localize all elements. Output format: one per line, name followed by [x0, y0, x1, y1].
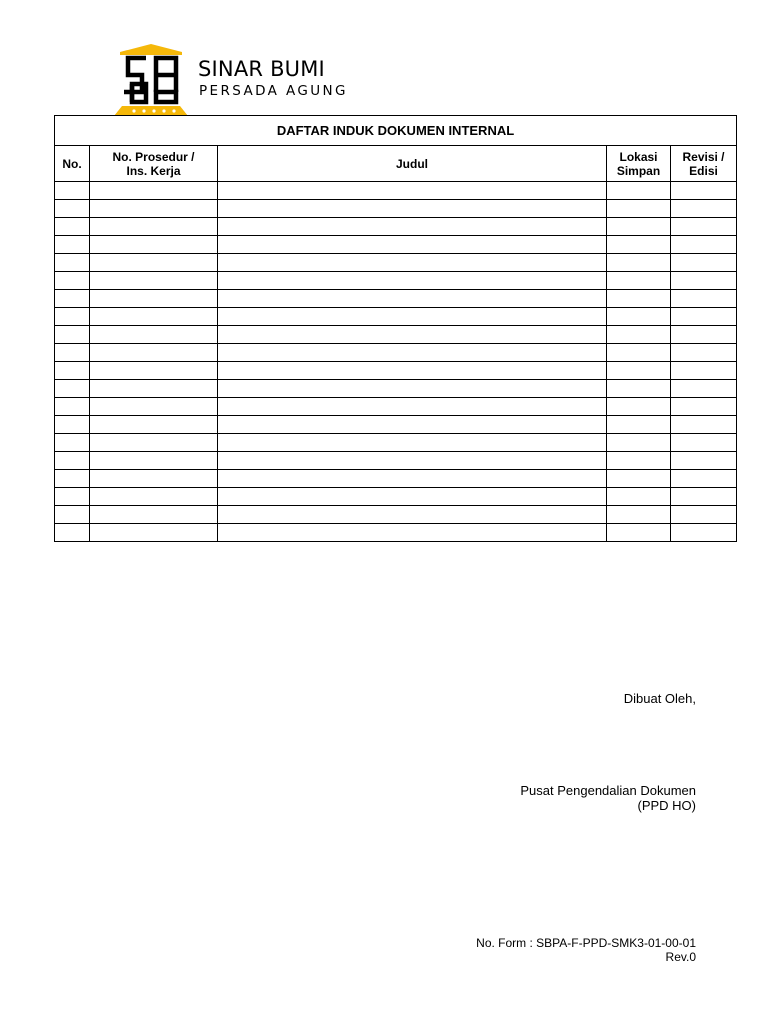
table-cell [671, 398, 737, 416]
table-cell [671, 434, 737, 452]
prepared-by-label: Dibuat Oleh, [623, 691, 696, 706]
table-cell [607, 272, 671, 290]
table-cell [55, 200, 90, 218]
table-cell [607, 398, 671, 416]
table-row [55, 272, 737, 290]
table-cell [671, 290, 737, 308]
table-row [55, 326, 737, 344]
table-cell [671, 326, 737, 344]
table-cell [218, 290, 607, 308]
table-row [55, 362, 737, 380]
signature-block [520, 783, 696, 813]
table-cell [671, 200, 737, 218]
table-row [55, 398, 737, 416]
table-cell [607, 218, 671, 236]
table-cell [218, 326, 607, 344]
table-cell [218, 452, 607, 470]
table-cell [218, 380, 607, 398]
table-cell [218, 200, 607, 218]
table-cell [90, 344, 218, 362]
table-cell [90, 524, 218, 542]
table-cell [607, 434, 671, 452]
form-number: No. Form : SBPA-F-PPD-SMK3-01-00-01 [476, 936, 696, 950]
table-row [55, 290, 737, 308]
table-row [55, 236, 737, 254]
table-cell [90, 380, 218, 398]
table-title-row [55, 116, 737, 146]
table-cell [55, 326, 90, 344]
table-cell [671, 272, 737, 290]
table-cell [218, 236, 607, 254]
table-cell [55, 182, 90, 200]
table-cell [607, 308, 671, 326]
table-cell [90, 326, 218, 344]
table-cell [607, 506, 671, 524]
table-cell [607, 200, 671, 218]
table-row [55, 254, 737, 272]
signer-department: Pusat Pengendalian Dokumen [520, 783, 696, 798]
signer-department-code: (PPD HO) [637, 798, 696, 813]
table-row [55, 380, 737, 398]
form-footer [476, 936, 696, 964]
table-cell [218, 524, 607, 542]
table-row [55, 218, 737, 236]
table-cell [218, 254, 607, 272]
table-cell [671, 506, 737, 524]
table-cell [218, 434, 607, 452]
table-cell [671, 182, 737, 200]
table-cell [671, 236, 737, 254]
table-cell [218, 218, 607, 236]
table-cell [90, 308, 218, 326]
table-cell [55, 416, 90, 434]
table-cell [218, 488, 607, 506]
table-cell [607, 362, 671, 380]
table-cell [55, 524, 90, 542]
table-cell [90, 218, 218, 236]
header-lokasi-line1: Lokasi [619, 149, 658, 164]
table-cell [55, 290, 90, 308]
table-cell [671, 470, 737, 488]
table-row [55, 470, 737, 488]
table-cell [55, 452, 90, 470]
table-cell [671, 524, 737, 542]
company-subname: PERSADA AGUNG [199, 83, 348, 99]
table-row [55, 416, 737, 434]
document-register-table [54, 115, 737, 542]
table-cell [218, 182, 607, 200]
table-cell [90, 470, 218, 488]
table-cell [607, 524, 671, 542]
table-cell [607, 344, 671, 362]
table-cell [218, 416, 607, 434]
table-cell [671, 488, 737, 506]
table-cell [671, 254, 737, 272]
table-cell [55, 236, 90, 254]
table-cell [218, 362, 607, 380]
table-header-row [55, 146, 737, 182]
company-logo [112, 42, 382, 116]
table-row [55, 434, 737, 452]
table-cell [55, 308, 90, 326]
table-cell [90, 398, 218, 416]
table-cell [90, 434, 218, 452]
header-prosedur-line2: Ins. Kerja [126, 163, 181, 178]
table-cell [90, 200, 218, 218]
table-row [55, 344, 737, 362]
table-cell [55, 434, 90, 452]
table-row [55, 182, 737, 200]
table-cell [55, 398, 90, 416]
table-cell [218, 470, 607, 488]
header-revisi-line2: Edisi [689, 163, 718, 178]
table-cell [90, 452, 218, 470]
table-cell [671, 308, 737, 326]
table-cell [55, 344, 90, 362]
table-cell [218, 308, 607, 326]
table-title: DAFTAR INDUK DOKUMEN INTERNAL [55, 116, 737, 146]
table-cell [218, 344, 607, 362]
table-row [55, 488, 737, 506]
table-cell [607, 182, 671, 200]
table-cell [607, 380, 671, 398]
table-cell [55, 380, 90, 398]
table-cell [218, 272, 607, 290]
table-cell [90, 272, 218, 290]
form-revision: Rev.0 [665, 950, 696, 964]
header-judul: Judul [218, 146, 607, 182]
header-revisi [671, 146, 737, 182]
table-cell [55, 254, 90, 272]
header-prosedur-line1: No. Prosedur / [112, 149, 195, 164]
table-cell [607, 488, 671, 506]
header-lokasi-line2: Simpan [616, 163, 661, 178]
table-cell [671, 416, 737, 434]
table-cell [218, 506, 607, 524]
table-cell [671, 218, 737, 236]
table-cell [671, 452, 737, 470]
table-cell [607, 452, 671, 470]
table-cell [90, 416, 218, 434]
table-cell [607, 416, 671, 434]
table-cell [218, 398, 607, 416]
table-row [55, 506, 737, 524]
table-body [55, 182, 737, 542]
table-cell [90, 488, 218, 506]
table-cell [90, 506, 218, 524]
table-cell [90, 362, 218, 380]
table-cell [55, 218, 90, 236]
table-row [55, 308, 737, 326]
table-cell [55, 470, 90, 488]
header-lokasi [607, 146, 671, 182]
table-cell [607, 290, 671, 308]
table-cell [671, 362, 737, 380]
header-revisi-line1: Revisi / [682, 149, 725, 164]
table-cell [607, 326, 671, 344]
table-cell [607, 470, 671, 488]
header-no: No. [55, 146, 90, 182]
table-cell [90, 236, 218, 254]
table-row [55, 452, 737, 470]
table-cell [55, 488, 90, 506]
table-cell [607, 254, 671, 272]
table-row [55, 524, 737, 542]
header-prosedur [90, 146, 218, 182]
table-cell [90, 290, 218, 308]
table-cell [607, 236, 671, 254]
table-cell [55, 272, 90, 290]
table-cell [90, 182, 218, 200]
table-cell [55, 506, 90, 524]
table-cell [671, 380, 737, 398]
table-cell [671, 344, 737, 362]
company-name: SINAR BUMI [198, 57, 325, 81]
sbpa-logo-icon [112, 42, 190, 116]
table-cell [90, 254, 218, 272]
table-row [55, 200, 737, 218]
table-cell [55, 362, 90, 380]
